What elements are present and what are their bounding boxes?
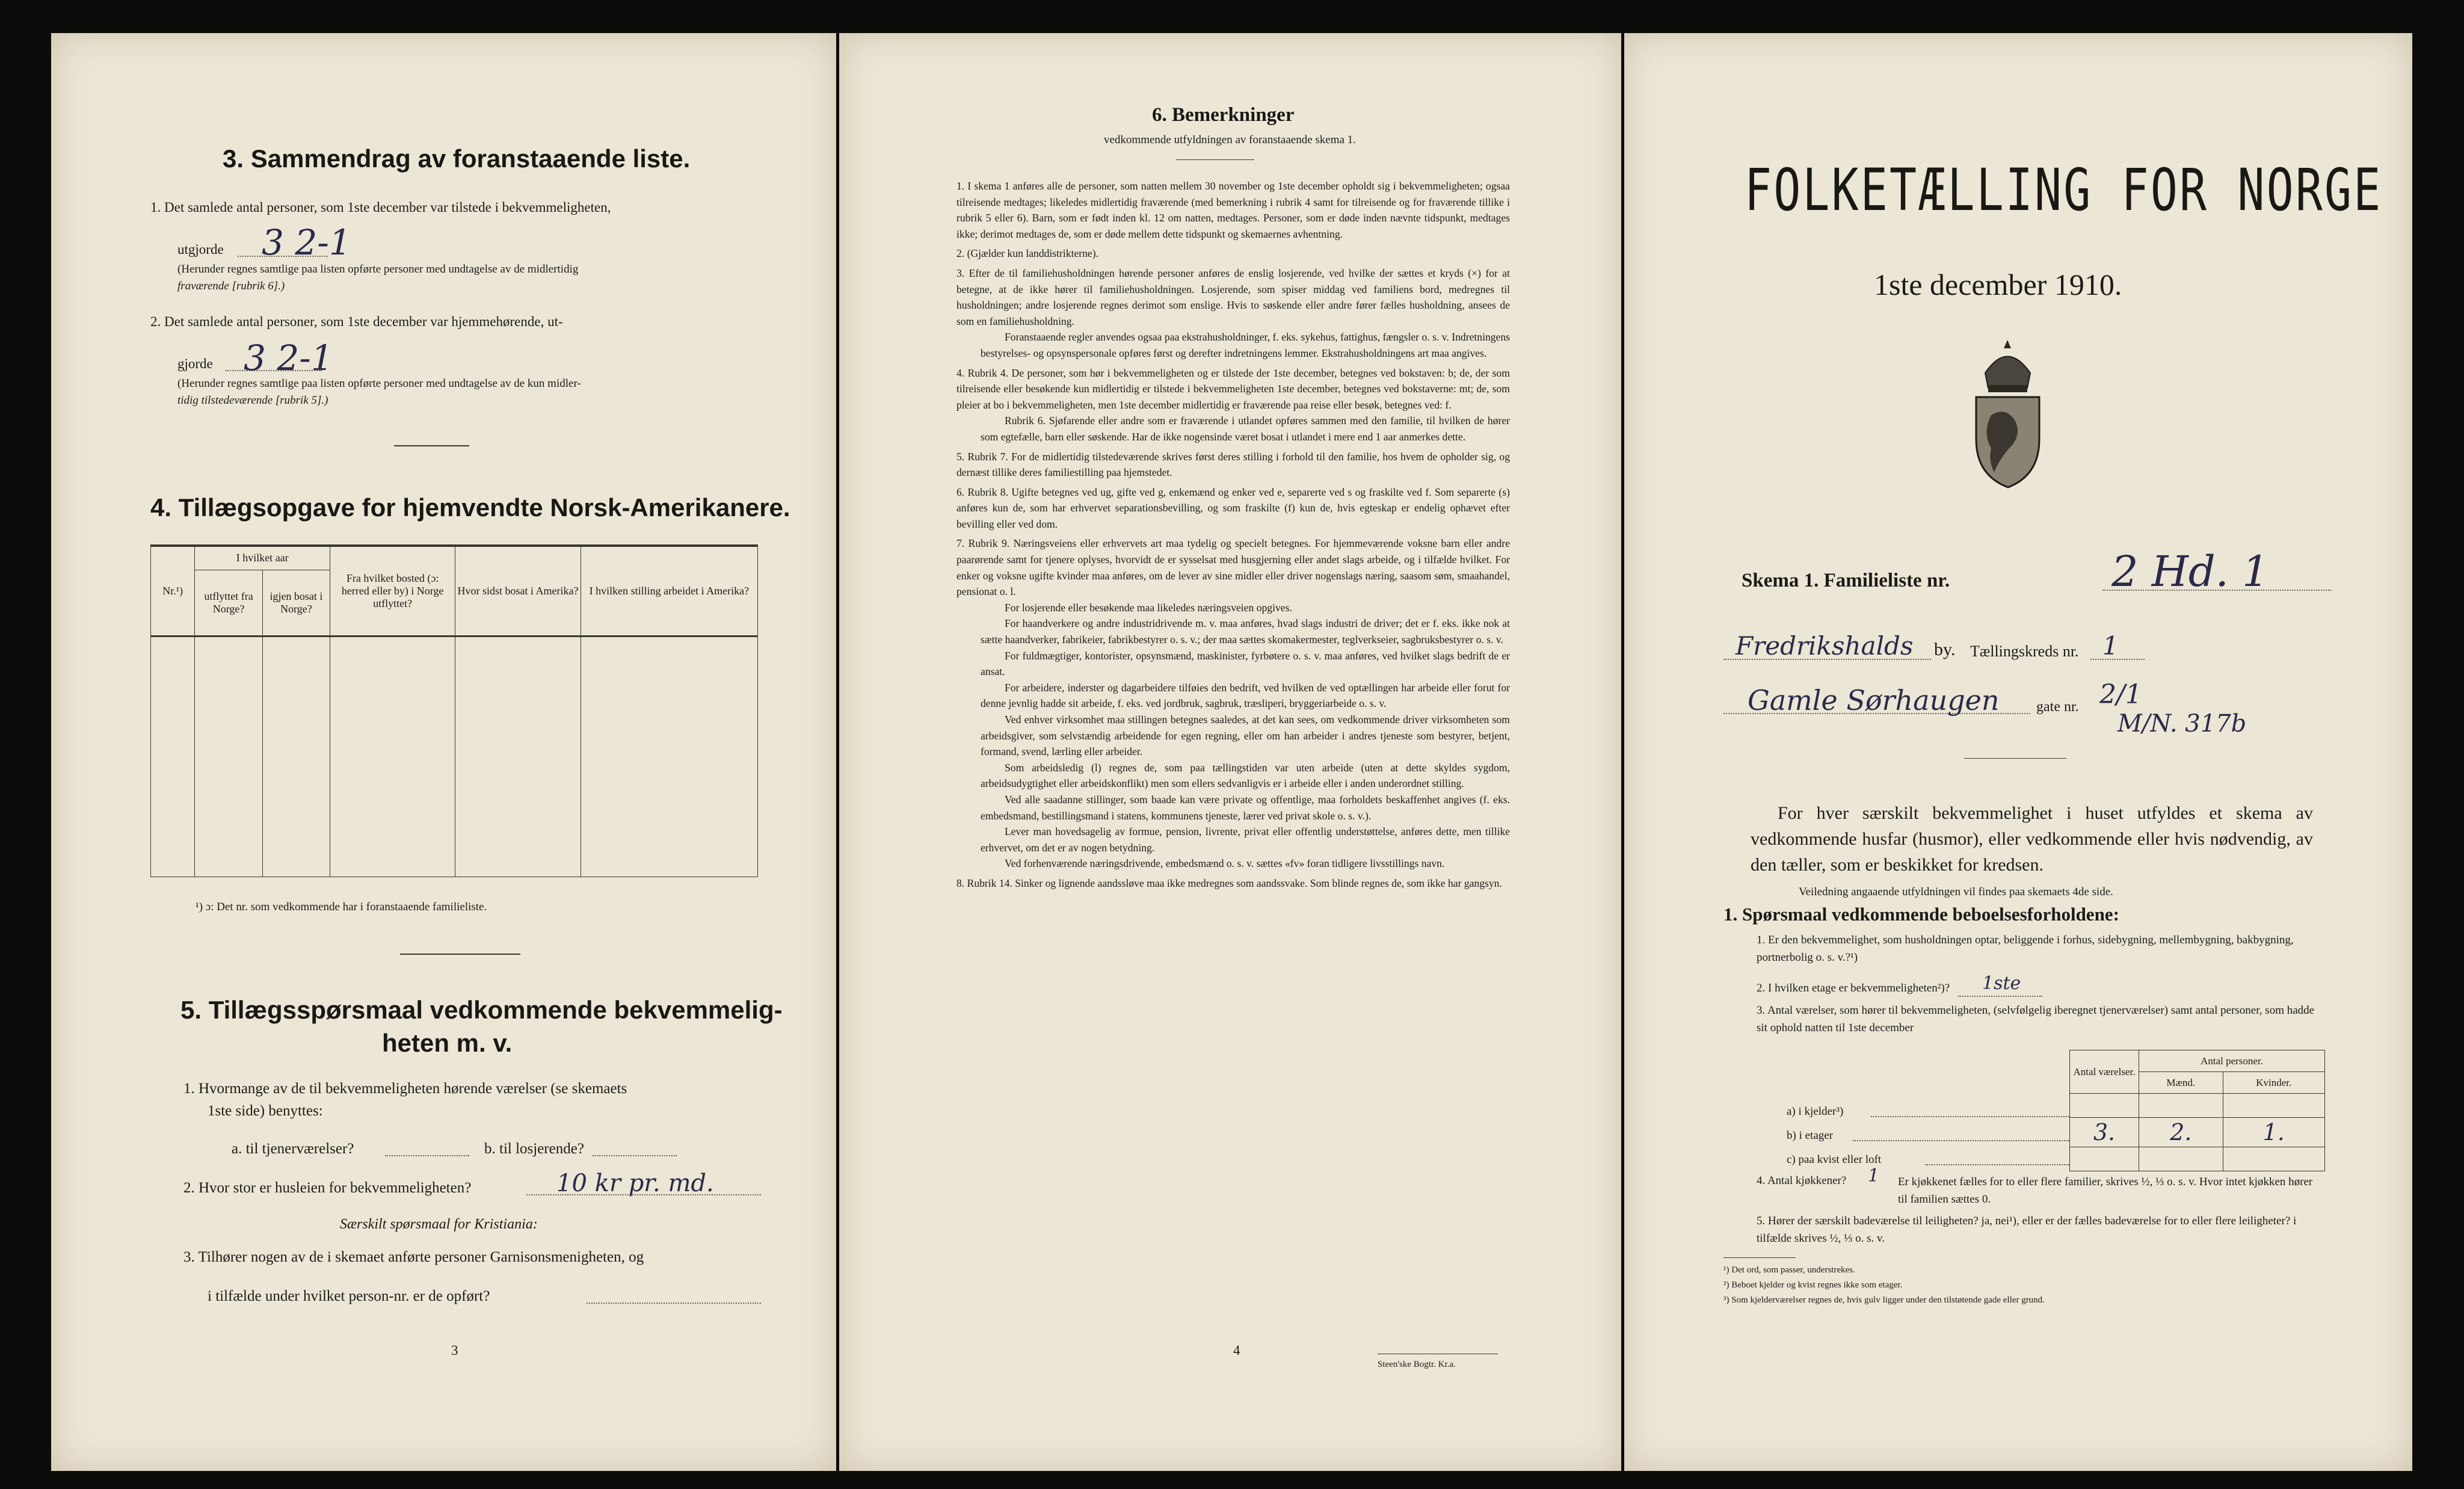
s5-q2: 2. Hvor stor er husleien for bekvemmeligheten?: [183, 1180, 472, 1196]
by-label: by.: [1934, 640, 1956, 659]
q2-text: 2. Det samlede antal personer, som 1ste december var hjemmehørende, ut-: [150, 314, 563, 329]
section-5-title-a: 5. Tillægsspørsmaal vedkommende bekvemmelig-: [180, 996, 783, 1024]
rooms-persons-table: [2069, 1050, 2325, 1171]
row-c-rooms: [2070, 1147, 2139, 1171]
s5-q1-a-label: a. til tjenerværelser?: [232, 1141, 354, 1157]
krets-handwritten-value: 1: [2102, 631, 2119, 661]
th-persons: Antal personer.: [2139, 1050, 2325, 1072]
remarks-paragraph: For losjerende eller besøkende maa likeledes næringsveien opgives.: [1005, 601, 1292, 614]
q1-note-a: (Herunder regnes samtlige paa listen opførte personer med undtagelse av de midlertidig: [177, 263, 579, 276]
row-b-men: 2.: [2139, 1118, 2223, 1147]
question-2: 2. I hvilken etage er bekvemmeligheten²)?: [1757, 982, 1950, 994]
row-a-women: [2223, 1094, 2324, 1118]
q2-handwritten-value: 3 2-1: [244, 338, 333, 378]
th-men: Mænd.: [2139, 1072, 2223, 1094]
remarks-paragraph: 2. (Gjælder kun landdistrikterne).: [956, 247, 1098, 260]
s5-q1-a: 1. Hvormange av de til bekvemmeligheten hørende værelser (se skemaets: [183, 1081, 627, 1097]
remarks-paragraph: Rubrik 6. Sjøfarende eller andre som er fraværende i utlandet opføres sammen med den familie, til hvilken de hører som egtefælle, barn eller søskende. Har de ikke nogensinde været bosat i utlandet i mere end 1 aar anmerkes dette.: [981, 415, 1510, 443]
remarks-paragraph: 5. Rubrik 7. For de midlertidig tilstedeværende skrives først deres stilling i forhold til den familie, hos hvem de opholder sig, og dernæst tillike deres familiestilling paa hjemstedet.: [956, 450, 1510, 479]
skema-handwritten-value: 2 Hd. 1: [2111, 547, 2269, 596]
questions-title: 1. Spørsmaal vedkommende beboelsesforholdene:: [1723, 904, 2119, 925]
page-4: [839, 33, 1621, 1471]
th-nr: Nr.¹): [151, 546, 195, 636]
remarks-paragraph: For fuldmægtiger, kontorister, opsynsmænd, maskinister, fyrbøtere o. s. v. maa anføres, ved hvilket slags bedrift de er ansat.: [981, 649, 1510, 678]
s5-q3-a: 3. Tilhører nogen av de i skemaet anførte personer Garnisonsmenigheten, og: [183, 1249, 644, 1265]
footnote-1: ¹) Det ord, som passer, understrekes.: [1723, 1265, 1855, 1275]
skema-label: Skema 1. Familieliste nr.: [1742, 570, 1950, 591]
question-4-handwritten-value: 1: [1868, 1165, 1880, 1186]
remarks-paragraph: 4. Rubrik 4. De personer, som hør i bekvemmeligheten og er tilstede der 1ste december, betegnes ved bokstaven: b; de, der som tilreisende eller besøkende kun midlertidig er tilstede i bekvemmeligheten 1ste december, betegnes ved bokstaverne: mt; de, som pleier at bo i bekvemmeligheten, men 1ste december midlertidig er fraværende paa reise eller besøk, betegnes ved: f.: [956, 366, 1510, 411]
q2-label: gjorde: [177, 356, 213, 371]
intro-guide: Veiledning angaaende utfyldningen vil findes paa skemaets 4de side.: [1799, 886, 2113, 898]
q1-label: utgjorde: [177, 242, 224, 257]
remarks-paragraph: Ved enhver virksomhet maa stillingen betegnes saaledes, at det kan sees, om vedkommende driver virksomheten som arbeidsgiver, som selvstændig arbeidende for egen regning, eller om han arbeider i andres tjeneste som bestyrer, betjent, formand, svend, lærling eller arbeider.: [981, 714, 1510, 758]
s5-q2-handwritten-value: 10 kr pr. md.: [556, 1170, 714, 1197]
q1-note-b: fraværende [rubrik 6].): [177, 280, 285, 292]
remarks-paragraph: 1. I skema 1 anføres alle de personer, som natten mellem 30 november og 1ste december opholdt sig i bekvemmeligheten; ogsaa tilreisende medtages; likeledes midlertidig fraværende (med bemerkning i rubrik 4 samt for tilreisende og for fraværende tillike i rubrik 5 eller 6). Barn, som er født inden kl. 12 om natten, medtages. Personer, som er døde inden nævnte tidspunkt, medtages ikke; derimot medtages de, som er døde mellem dette tidspunkt og skemaernes avhentning.: [956, 180, 1510, 240]
th-col1: utflyttet fra Norge?: [195, 570, 263, 636]
question-1: 1. Er den bekvemmelighet, som husholdningen optar, beliggende i forhus, sidebygning, mellembygning, bakbygning, portnerbolig o. s. v.?¹): [1757, 934, 2294, 964]
norwegian-lion-crest-icon: [1967, 337, 2048, 490]
mn-handwritten-value: M/N. 317b: [2118, 710, 2247, 738]
question-4: 4. Antal kjøkkener?: [1757, 1174, 1847, 1187]
th-rooms: Antal værelser.: [2070, 1050, 2139, 1094]
remarks-paragraph: Foranstaaende regler anvendes ogsaa paa ekstrahusholdninger, f. eks. sykehus, fattighus, fængsler o. s. v. Indretningens bestyrelses- og opsynspersonale opføres først og derefter indretningens lemmer. Ekstrahusholdningens art maa angives.: [981, 331, 1510, 359]
remarks-paragraph: 6. Rubrik 8. Ugifte betegnes ved ug, gifte ved g, enkemænd og enker ved e, separerte ved s og fraskilte ved f. Som separerte (s) anføres kun de, som har erhvervet separationsbevilling, og som fraskilte (f) kun de, hvis egteskap er endelig ophævet efter bevilling eller ved dom.: [956, 486, 1510, 530]
remarks-paragraph: Lever man hovedsagelig av formue, pension, livrente, privat eller offentlig understøttelse, anføres dette, men tillike erhvervet, om det er av nogen betydning.: [981, 825, 1510, 854]
th-col3: Fra hvilket bosted (ɔ: herred eller by) i Norge utflyttet?: [330, 546, 455, 636]
row-a-label: a) i kjelder³): [1787, 1105, 1844, 1118]
question-4-rest: Er kjøkkenet fælles for to eller flere familier, skrives ½, ⅓ o. s. v. Hvor intet kjøkken hører til familien sættes 0.: [1898, 1176, 2313, 1206]
census-title: FOLKETÆLLING FOR NORGE: [1745, 156, 2383, 224]
remarks-body: [956, 174, 1510, 892]
gate-label: gate nr.: [2036, 699, 2079, 715]
remarks-paragraph: 3. Efter de til familiehusholdningen hørende personer anføres de enslig losjerende, ved hvilke der sættes et kryds (×) for at betegne, at de ikke hører til familiehusholdningen. Losjerende, som spiser middag ved familiens bord, medregnes til husholdningen; andre losjerende regnes derimot som enslige. Hvis to søskende eller andre fører fælles husholdning, ansees de som en familiehusholdning.: [956, 267, 1510, 327]
s5-q3-b: i tilfælde under hvilket person-nr. er de opført?: [208, 1288, 490, 1304]
remarks-paragraph: 7. Rubrik 9. Næringsveiens eller erhvervets art maa tydelig og specielt betegnes. For hjemmeværende voksne barn eller andre paarørende samt for tjenere oplyses, hvorvidt de er sysselsat med husgjerning eller andet slags arbeide, og i tilfælde hvilket. For enker og voksne ugifte kvinder maa anføres, om de lever av sine midler eller driver nogenslags næring, saasom søm, smaahandel, pensionat o. l.: [956, 537, 1510, 598]
row-c-men: [2139, 1147, 2223, 1171]
remarks-paragraph: Ved alle saadanne stillinger, som baade kan være private og offentlige, maa forholdets beskaffenhet angives (f. eks. embedsmand, bestillingsmand i statens, kommunens tjeneste, lærer ved privat skole o. s. v.).: [981, 793, 1510, 822]
row-b-label: b) i etager: [1787, 1129, 1834, 1142]
th-col5: I hvilken stilling arbeidet i Amerika?: [581, 546, 757, 636]
norsk-amerikanere-table: [150, 544, 758, 877]
s5-q1-b-label: b. til losjerende?: [484, 1141, 584, 1157]
q1-text: 1. Det samlede antal personer, som 1ste december var tilstede i bekvemmeligheten,: [150, 200, 611, 215]
remarks-paragraph: For arbeidere, inderster og dagarbeidere tilføies den bedrift, ved hvilken de ved optællingen har arbeide eller forut for denne jevnlig hadde sit arbeide, f. eks. ved jordbruk, sagbruk, træsliperi, bryggeriarbeide o. s. v.: [981, 681, 1510, 710]
census-date: 1ste december 1910.: [1874, 268, 2122, 301]
page-3-number: 3: [451, 1343, 458, 1358]
s5-subtitle: Særskilt spørsmaal for Kristiania:: [340, 1216, 538, 1232]
gate-nr-handwritten-value: 2/1: [2099, 679, 2142, 710]
gate-handwritten-value: Gamle Sørhaugen: [1748, 684, 2000, 717]
row-a-rooms: [2070, 1094, 2139, 1118]
q2-note-b: tidig tilstedeværende [rubrik 5].): [177, 394, 328, 407]
section-3-title: 3. Sammendrag av foranstaaende liste.: [223, 144, 691, 173]
by-handwritten-value: Fredrikshalds: [1736, 631, 1914, 661]
footnote-2: ²) Beboet kjelder og kvist regnes ikke som etager.: [1723, 1280, 1903, 1290]
th-col2: igjen bosat i Norge?: [262, 570, 330, 636]
page-1: [1624, 33, 2412, 1471]
remarks-paragraph: Som arbeidsledig (l) regnes de, som paa tællingstiden var uten arbeide (uten at dette skyldes sygdom, arbeidsudygtighet eller arbeidskonflikt) men som ellers sedvanligvis er i arbeide eller i anden underordnet stilling.: [981, 761, 1510, 790]
th-women: Kvinder.: [2223, 1072, 2324, 1094]
s5-q1-b: 1ste side) benyttes:: [208, 1103, 323, 1119]
remarks-subtitle: vedkommende utfyldningen av foranstaaende skema 1.: [1104, 134, 1356, 146]
remarks-title: 6. Bemerkninger: [1152, 104, 1295, 126]
question-2-handwritten-value: 1ste: [1982, 973, 2021, 994]
question-5: 5. Hører der særskilt badeværelse til leiligheten? ja, nei¹), eller er der fælles badeværelse for to eller flere leiligheter? i tilfælde skrives ½, ⅓ o. s. v.: [1757, 1215, 2297, 1245]
row-b-rooms: 3.: [2070, 1118, 2139, 1147]
table-footnote: ¹) ɔ: Det nr. som vedkommende har i foranstaaende familieliste.: [196, 901, 487, 913]
footnote-3: ³) Som kjelderværelser regnes de, hvis gulv ligger under den tilstøtende gade eller grund.: [1723, 1295, 2045, 1305]
remarks-paragraph: For haandverkere og andre industridrivende m. v. maa anføres, hvad slags industri de driver; det er f. eks. ikke nok at sætte haandverker, fabrikeier, fabrikbestyrer o. s. v.; der maa sættes skomakermester, teglverkseier, sagbruksbestyrer o. s. v.: [981, 617, 1510, 646]
section-4-title: 4. Tillægsopgave for hjemvendte Norsk-Amerikanere.: [150, 493, 790, 522]
remarks-paragraph: 8. Rubrik 14. Sinker og lignende aandssløve maa ikke medregnes som aandssvake. Som blinde regnes de, som ikke har gangsyn.: [956, 877, 1502, 889]
printer-note: Steen'ske Bogtr. Kr.a.: [1378, 1360, 1456, 1369]
th-group: I hvilket aar: [195, 546, 330, 570]
row-a-men: [2139, 1094, 2223, 1118]
section-5-title-b: heten m. v.: [382, 1029, 513, 1057]
page-4-number: 4: [1233, 1343, 1240, 1358]
question-3: 3. Antal værelser, som hører til bekvemmeligheten, (selvfølgelig iberegnet tjenerværelser) samt antal personer, som hadde sit ophold natten til 1ste december: [1757, 1004, 2315, 1034]
remarks-paragraph: Ved forhenværende næringsdrivende, embedsmænd o. s. v. sættes «fv» foran tidligere livsstillings navn.: [1005, 857, 1445, 870]
th-col4: Hvor sidst bosat i Amerika?: [455, 546, 581, 636]
q2-note-a: (Herunder regnes samtlige paa listen opførte personer med undtagelse av de kun midler-: [177, 377, 581, 390]
page-3: [51, 33, 836, 1471]
row-c-label: c) paa kvist eller loft: [1787, 1153, 1882, 1166]
row-c-women: [2223, 1147, 2324, 1171]
intro-text: For hver særskilt bekvemmelighet i huset utfyldes et skema av vedkommende husfar (husmor), eller vedkommende eller hvis nødvendig, av den tæller, som er beskikket for kredsen.: [1751, 803, 2313, 875]
row-b-women: 1.: [2223, 1118, 2324, 1147]
krets-label: Tællingskreds nr.: [1970, 643, 2079, 660]
q1-handwritten-value: 3 2-1: [262, 222, 351, 263]
